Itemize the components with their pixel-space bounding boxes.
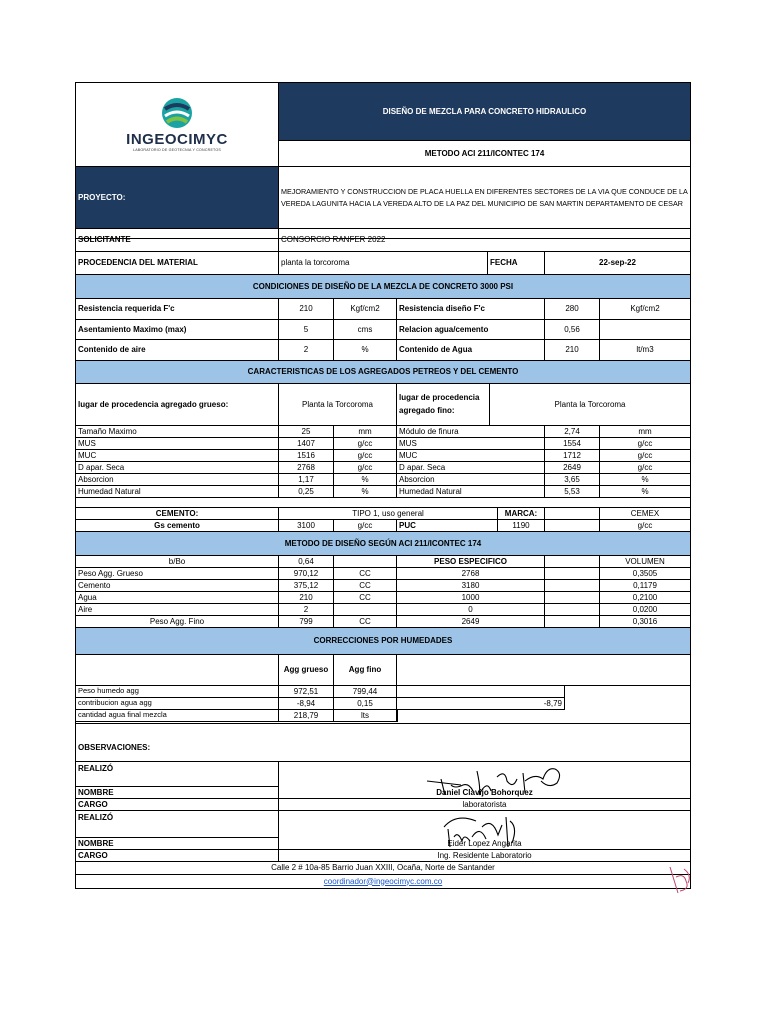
method-empty bbox=[545, 592, 600, 604]
bbo-value: 0,64 bbox=[279, 556, 334, 568]
marca-label: MARCA: bbox=[498, 508, 545, 520]
puc-value: 1190 bbox=[498, 520, 545, 532]
aggregate-label: Absorcion bbox=[76, 474, 279, 486]
condition-unit-2 bbox=[600, 320, 690, 340]
puc-label: PUC bbox=[397, 520, 498, 532]
corrections-blank bbox=[76, 655, 279, 686]
observaciones-label: OBSERVACIONES: bbox=[76, 735, 690, 762]
method-volume: 0,1179 bbox=[600, 580, 690, 592]
mix-design-sheet bbox=[75, 82, 691, 889]
aggregate-label: Tamaño Maximo bbox=[76, 426, 279, 438]
method-label: Aire bbox=[76, 604, 279, 616]
fecha-label: FECHA bbox=[488, 252, 545, 275]
method-value: 799 bbox=[279, 616, 334, 628]
cement-label: CEMENTO: bbox=[76, 508, 279, 520]
aggregate-label-2: D apar. Seca bbox=[397, 462, 545, 474]
coarse-source-value: Planta la Torcoroma bbox=[279, 384, 397, 426]
marca-empty bbox=[545, 508, 600, 520]
aggregate-unit: g/cc bbox=[334, 450, 397, 462]
condition-unit: Kgf/cm2 bbox=[334, 299, 397, 320]
method-unit bbox=[334, 604, 397, 616]
signature-1-icon bbox=[421, 759, 571, 799]
aggregate-label-2: Absorcion bbox=[397, 474, 545, 486]
bbo-empty bbox=[334, 556, 397, 568]
aggregate-label-2: Humedad Natural bbox=[397, 486, 545, 498]
condition-unit: cms bbox=[334, 320, 397, 340]
spacer-row bbox=[76, 498, 690, 508]
cement-type: TIPO 1, uso general bbox=[279, 508, 498, 520]
method-volume: 0,3505 bbox=[600, 568, 690, 580]
aggregate-unit: g/cc bbox=[334, 462, 397, 474]
condition-unit-2: lt/m3 bbox=[600, 340, 690, 361]
correction-label: Peso humedo agg bbox=[76, 686, 279, 698]
aggregate-value-2: 2649 bbox=[545, 462, 600, 474]
correction-total: -8,79 bbox=[397, 698, 565, 710]
condition-value: 2 bbox=[279, 340, 334, 361]
nombre-label-2: NOMBRE bbox=[76, 838, 279, 850]
method-label: Cemento bbox=[76, 580, 279, 592]
method-specific-weight: 3180 bbox=[397, 580, 545, 592]
puc-empty bbox=[545, 520, 600, 532]
aggregate-value: 1516 bbox=[279, 450, 334, 462]
method-label: Peso Agg. Fino bbox=[76, 616, 279, 628]
correction-fino: 799,44 bbox=[334, 686, 397, 698]
cargo-value-2: Ing. Residente Laboratorio bbox=[279, 850, 690, 862]
method-empty bbox=[545, 568, 600, 580]
method-value: 2 bbox=[279, 604, 334, 616]
method-unit: CC bbox=[334, 580, 397, 592]
coarse-source-label: lugar de procedencia agregado grueso: bbox=[76, 384, 279, 426]
condition-value: 210 bbox=[279, 299, 334, 320]
method-title-bar: METODO DE DISEÑO SEGÚN ACI 211/ICONTEC 174 bbox=[76, 532, 690, 556]
aggregate-unit: g/cc bbox=[334, 438, 397, 450]
aggregate-value-2: 2,74 bbox=[545, 426, 600, 438]
method-specific-weight: 2768 bbox=[397, 568, 545, 580]
gs-cement-label: Gs cemento bbox=[76, 520, 279, 532]
method-value: 210 bbox=[279, 592, 334, 604]
aggregate-value: 1,17 bbox=[279, 474, 334, 486]
aggregate-label-2: MUS bbox=[397, 438, 545, 450]
aggregate-unit-2: mm bbox=[600, 426, 690, 438]
method-label: Peso Agg. Grueso bbox=[76, 568, 279, 580]
method-empty bbox=[545, 616, 600, 628]
aggregate-label: MUS bbox=[76, 438, 279, 450]
vol-header: VOLUMEN bbox=[600, 556, 690, 568]
method-unit: CC bbox=[334, 616, 397, 628]
condition-unit: % bbox=[334, 340, 397, 361]
aggregate-unit-2: g/cc bbox=[600, 438, 690, 450]
aggregate-value: 2768 bbox=[279, 462, 334, 474]
method-volume: 0,2100 bbox=[600, 592, 690, 604]
method-label: Agua bbox=[76, 592, 279, 604]
condition-label-2: Resistencia diseño F'c bbox=[397, 299, 545, 320]
correction-empty bbox=[397, 710, 398, 722]
nombre-value-1: Daniel Clavijo Bohorquez bbox=[279, 787, 690, 799]
procedencia-label: PROCEDENCIA DEL MATERIAL bbox=[76, 252, 279, 275]
correction-fino: lts bbox=[334, 710, 397, 722]
pe-header: PESO ESPECIFICO bbox=[397, 556, 545, 568]
method-volume: 0,0200 bbox=[600, 604, 690, 616]
condition-value: 5 bbox=[279, 320, 334, 340]
company-logo-icon bbox=[160, 97, 194, 129]
solicitante-value: CONSORCIO RANFER 2022 bbox=[279, 229, 690, 252]
marca-value: CEMEX bbox=[600, 508, 690, 520]
address-line: Calle 2 # 10a-85 Barrio Juan XXIII, Ocaña, Norte de Santander bbox=[76, 862, 690, 875]
nombre-value-2: Eider Lopez Angarita bbox=[279, 838, 690, 850]
correction-fino: 0,15 bbox=[334, 698, 397, 710]
condition-value-2: 0,56 bbox=[545, 320, 600, 340]
correction-label: contribucion agua agg bbox=[76, 698, 279, 710]
initials-mark-icon bbox=[666, 863, 696, 897]
document-title: DISEÑO DE MEZCLA PARA CONCRETO HIDRAULICO bbox=[279, 83, 690, 141]
nombre-label-1: NOMBRE bbox=[76, 787, 279, 799]
aggregate-label: D apar. Seca bbox=[76, 462, 279, 474]
condition-value-2: 280 bbox=[545, 299, 600, 320]
condition-label: Resistencia requerida F'c bbox=[76, 299, 279, 320]
aggregate-unit: mm bbox=[334, 426, 397, 438]
condition-label: Contenido de aire bbox=[76, 340, 279, 361]
method-empty-header bbox=[545, 556, 600, 568]
conditions-title: CONDICIONES DE DISEÑO DE LA MEZCLA DE CONCRETO 3000 PSI bbox=[76, 275, 690, 299]
aggregate-label-2: MUC bbox=[397, 450, 545, 462]
method-unit: CC bbox=[334, 568, 397, 580]
method-specific-weight: 0 bbox=[397, 604, 545, 616]
agg-fino-header: Agg fino bbox=[334, 655, 397, 686]
aggregate-unit-2: g/cc bbox=[600, 462, 690, 474]
gs-cement-value: 3100 bbox=[279, 520, 334, 532]
method-title: METODO ACI 211/ICONTEC 174 bbox=[279, 141, 690, 167]
corrections-header-rest bbox=[397, 655, 690, 686]
condition-label-2: Contenido de Agua bbox=[397, 340, 545, 361]
aggregate-value-2: 3,65 bbox=[545, 474, 600, 486]
method-specific-weight: 2649 bbox=[397, 616, 545, 628]
logo-block bbox=[76, 83, 279, 167]
aggregate-value: 0,25 bbox=[279, 486, 334, 498]
agg-grueso-header: Agg grueso bbox=[279, 655, 334, 686]
email-row bbox=[76, 875, 690, 887]
project-value: MEJORAMIENTO Y CONSTRUCCION DE PLACA HUELLA EN DIFERENTES SECTORES DE LA VIA QUE CONDUCE DE LA VEREDA LAGUNITA HACIA LA VEREDA ALTO DE LA PAZ DEL MUNICIPIO DE SAN MARTIN DEPARTAMENTO DE CESAR bbox=[279, 167, 690, 229]
condition-value-2: 210 bbox=[545, 340, 600, 361]
cargo-label-1: CARGO bbox=[76, 799, 279, 811]
condition-unit-2: Kgf/cm2 bbox=[600, 299, 690, 320]
method-specific-weight: 1000 bbox=[397, 592, 545, 604]
method-value: 375,12 bbox=[279, 580, 334, 592]
email-link[interactable]: coordinador@ingeocimyc.com.co bbox=[323, 876, 443, 886]
fine-source-label: lugar de procedencia agregado fino: bbox=[397, 384, 490, 426]
signature-2-icon bbox=[436, 807, 526, 851]
method-volume: 0,3016 bbox=[600, 616, 690, 628]
gs-cement-unit: g/cc bbox=[334, 520, 397, 532]
aggregate-unit-2: g/cc bbox=[600, 450, 690, 462]
aggregate-value: 1407 bbox=[279, 438, 334, 450]
company-logo-subtitle: LABORATORIO DE GEOTECNIA Y CONCRETOS bbox=[133, 148, 221, 153]
aggregate-unit-2: % bbox=[600, 474, 690, 486]
divider bbox=[76, 723, 690, 724]
method-unit: CC bbox=[334, 592, 397, 604]
aggregate-value-2: 1554 bbox=[545, 438, 600, 450]
aggregate-value: 25 bbox=[279, 426, 334, 438]
aggregate-label-2: Módulo de finura bbox=[397, 426, 545, 438]
condition-label: Asentamiento Maximo (max) bbox=[76, 320, 279, 340]
puc-unit: g/cc bbox=[600, 520, 690, 532]
condition-label-2: Relacion agua/cemento bbox=[397, 320, 545, 340]
aggregate-label: Humedad Natural bbox=[76, 486, 279, 498]
aggregate-label: MUC bbox=[76, 450, 279, 462]
correction-grueso: -8,94 bbox=[279, 698, 334, 710]
aggregate-value-2: 5,53 bbox=[545, 486, 600, 498]
aggregates-title: CARACTERISTICAS DE LOS AGREGADOS PETREOS Y DEL CEMENTO bbox=[76, 361, 690, 384]
aggregate-unit: % bbox=[334, 474, 397, 486]
realizo-label-2: REALIZÓ bbox=[76, 811, 279, 838]
correction-label: cantidad agua final mezcla bbox=[76, 710, 279, 722]
bbo-label: b/Bo bbox=[76, 556, 279, 568]
method-empty bbox=[545, 604, 600, 616]
realizo-label-1: REALIZÓ bbox=[76, 762, 279, 787]
cargo-value-1: laboratorista bbox=[279, 799, 690, 811]
method-value: 970,12 bbox=[279, 568, 334, 580]
corrections-title: CORRECCIONES POR HUMEDADES bbox=[76, 628, 690, 655]
correction-grueso: 218,79 bbox=[279, 710, 334, 722]
fecha-value: 22-sep-22 bbox=[545, 252, 690, 275]
procedencia-value: planta la torcoroma bbox=[279, 252, 488, 275]
project-label: PROYECTO: bbox=[76, 167, 279, 229]
aggregate-value-2: 1712 bbox=[545, 450, 600, 462]
correction-grueso: 972,51 bbox=[279, 686, 334, 698]
fine-source-value: Planta la Torcoroma bbox=[490, 384, 690, 426]
correction-total bbox=[397, 686, 565, 698]
aggregate-unit-2: % bbox=[600, 486, 690, 498]
method-empty bbox=[545, 580, 600, 592]
company-logo-name: INGEOCIMYC bbox=[126, 130, 228, 148]
solicitante-label: SOLICITANTE bbox=[76, 229, 279, 252]
aggregate-unit: % bbox=[334, 486, 397, 498]
cargo-label-2: CARGO bbox=[76, 850, 279, 862]
